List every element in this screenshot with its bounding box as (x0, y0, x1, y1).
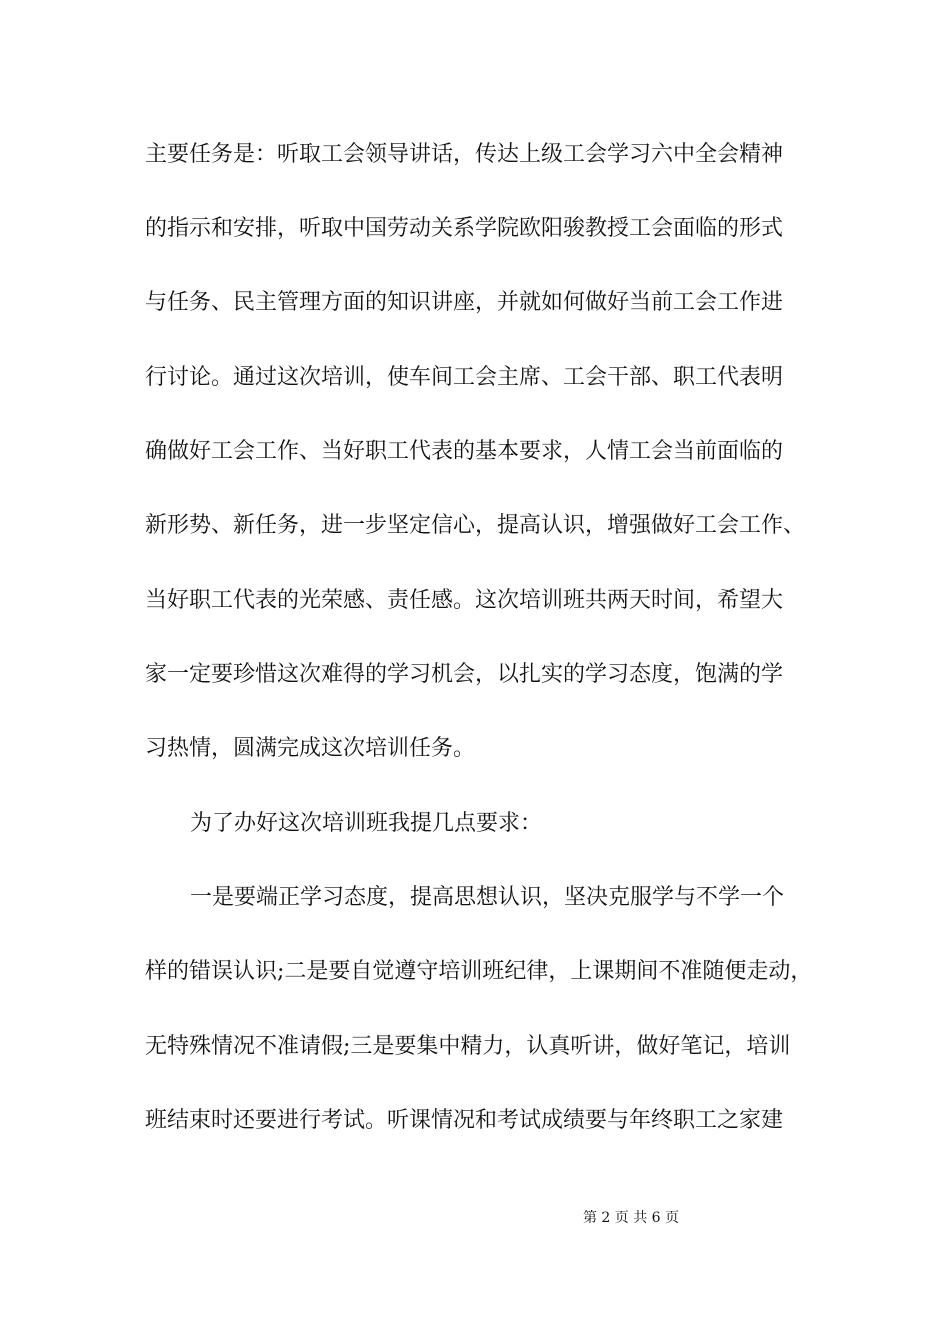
body-line-4: 行讨论。通过这次培训，使车间工会主席、工会干部、职工代表明 (145, 365, 784, 390)
body-line-2: 的指示和安排，听取中国劳动关系学院欧阳骏教授工会面临的形式 (145, 216, 784, 241)
body-line-8: 家一定要珍惜这次难得的学习机会，以扎实的学习态度，饱满的学 (145, 662, 784, 687)
body-line-1: 主要任务是：听取工会领导讲话，传达上级工会学习六中全会精神 (145, 142, 784, 167)
body-line-7: 当好职工代表的光荣感、责任感。这次培训班共两天时间，希望大 (145, 588, 784, 613)
body-line-5: 确做好工会工作、当好职工代表的基本要求，人情工会当前面临的 (145, 439, 784, 464)
page-footer (0, 1208, 950, 1228)
page-number-label: 第 2 页 共 6 页 (582, 1210, 680, 1226)
body-line-9: 习热情，圆满完成这次培训任务。 (145, 736, 476, 761)
body-line-13: 无特殊情况不准请假;三是要集中精力，认真听讲，做好笔记，培训 (145, 1034, 791, 1059)
body-line-6: 新形势、新任务，进一步坚定信心，提高认识，增强做好工会工作、 (145, 513, 806, 538)
paragraph-requirements-intro: 为了办好这次培训班我提几点要求： (190, 811, 543, 836)
body-line-3: 与任务、民主管理方面的知识讲座，并就如何做好当前工会工作进 (145, 290, 784, 315)
body-line-11: 一是要端正学习态度，提高思想认识，坚决克服学与不学一个 (190, 885, 785, 910)
body-line-12: 样的错误认识;二是要自觉遵守培训班纪律，上课期间不准随便走动， (145, 959, 813, 984)
body-line-14: 班结束时还要进行考试。听课情况和考试成绩要与年终职工之家建 (145, 1108, 784, 1133)
